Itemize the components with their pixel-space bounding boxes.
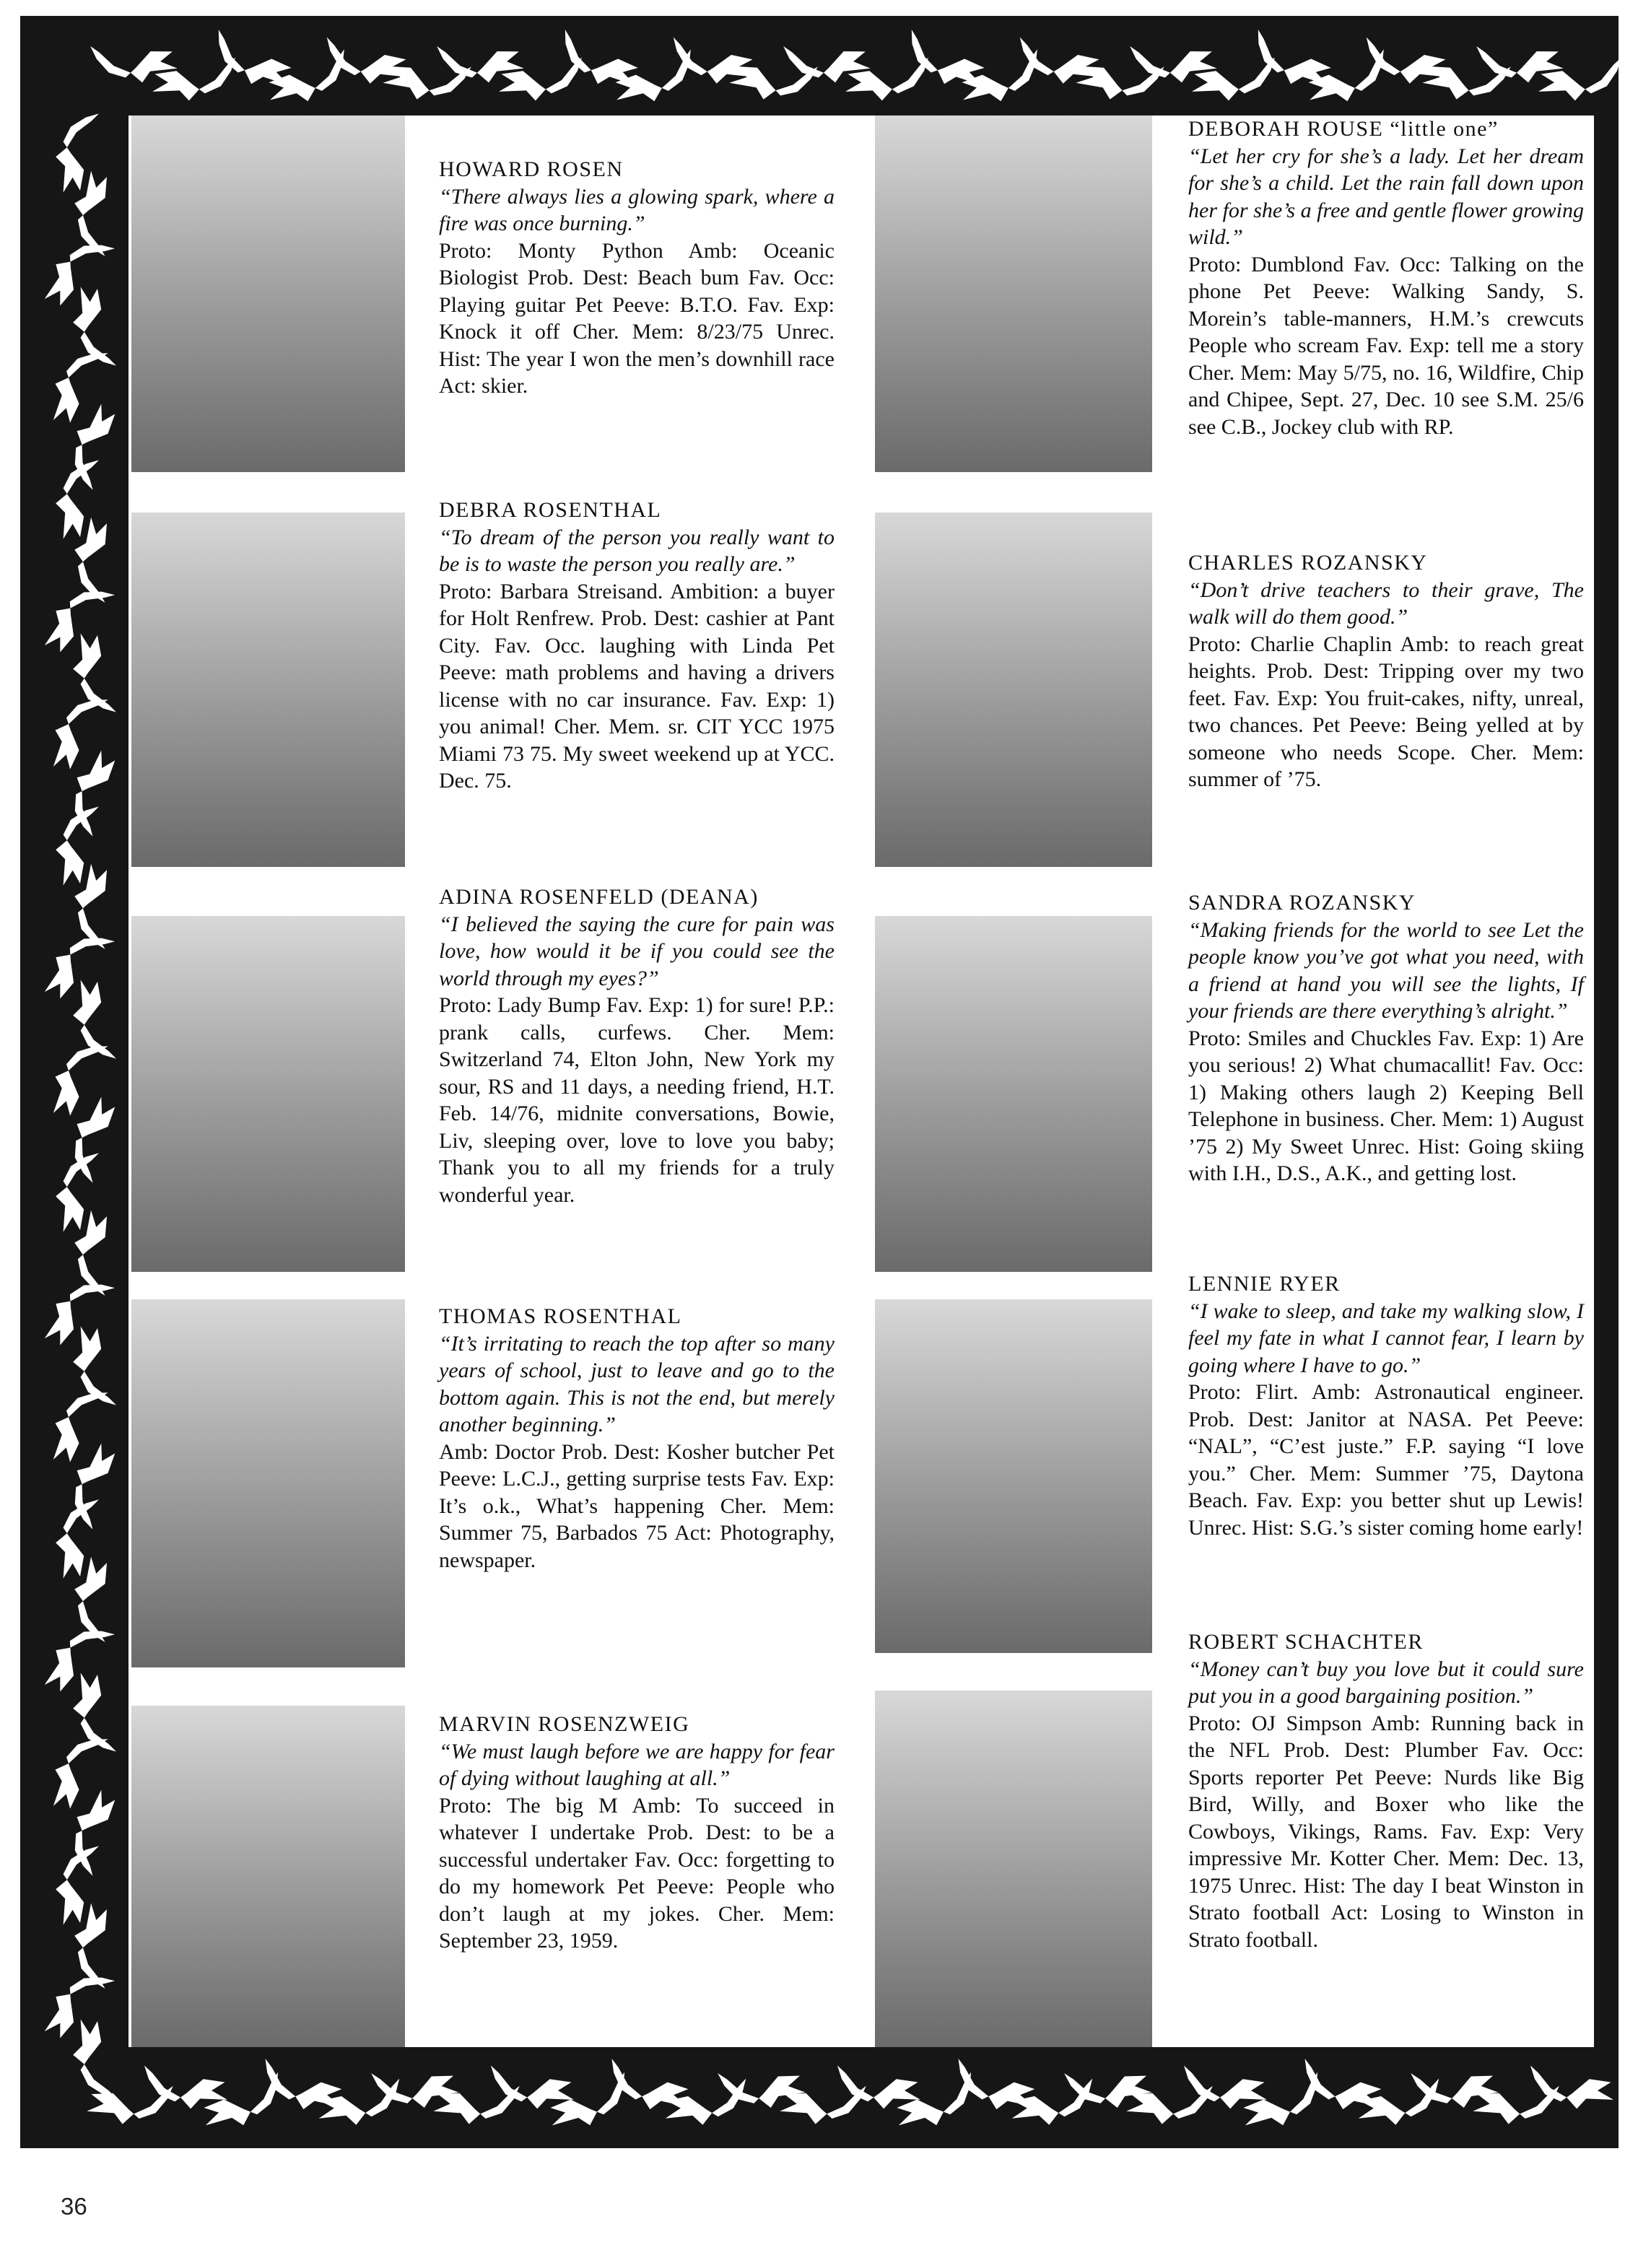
goose-silhouette bbox=[1538, 55, 1619, 103]
student-photo bbox=[875, 916, 1152, 1272]
student-name: CHARLES ROZANSKY bbox=[1188, 551, 1428, 575]
student-details: Proto: The big M Amb: To succeed in whatever I undertake Prob. Dest: to be a successful undertaker Fav. Occ: forgetting to do my homework Pet Peeve: People who don’t laugh at my jokes. Cher. Mem: September 23, 1959. bbox=[439, 1793, 835, 1953]
goose-silhouette bbox=[728, 47, 818, 110]
goose-silhouette bbox=[64, 169, 126, 256]
student-entry bbox=[1188, 1628, 1584, 1953]
goose-silhouette bbox=[38, 1959, 115, 2049]
student-photo bbox=[875, 115, 1152, 472]
goose-silhouette bbox=[73, 2019, 116, 2098]
student-photo bbox=[131, 513, 405, 867]
student-quote: “It’s irritating to reach the top after so many years of school, just to leave and go to the bottom again. This is not the end, but merely another beginning.” bbox=[439, 1331, 835, 1436]
page-number: 36 bbox=[61, 2193, 87, 2220]
goose-silhouette bbox=[672, 38, 755, 85]
goose-silhouette bbox=[56, 1093, 132, 1182]
student-quote: “I wake to sleep, and take my walking slow, I feel my fate in what I cannot fear, I learn by going where I have to go.” bbox=[1188, 1299, 1584, 1377]
student-details: Proto: Dumblond Fav. Occ: Talking on the phone Pet Peeve: Walking Sandy, S. Morein’s table-manners, H.M.’s crewcuts People who scream Fav. Exp: tell me a story Cher. Mem: May 5/75, no. 16, Wildfire, Chip and Chipee, Sept. 27, Dec. 10 see S.M. 25/6 see C.B., Jockey club with RP. bbox=[1188, 252, 1584, 439]
student-entry bbox=[439, 884, 835, 1208]
student-entry bbox=[439, 497, 835, 795]
goose-silhouette bbox=[152, 55, 235, 103]
goose-silhouette bbox=[38, 573, 115, 663]
student-details: Proto: Barbara Streisand. Ambition: a buyer for Holt Renfrew. Prob. Dest: cashier at Pant City. Fav. Occ. laughing with Linda Pet Peeve: math problems and having a drivers license with no car insurance. Fav. Exp: 1) you animal! Cher. Mem. sr. CIT YCC 1975 Miami 73 75. My sweet weekend up at YCC. Dec. 75. bbox=[439, 579, 835, 793]
goose-silhouette bbox=[64, 1901, 126, 1989]
goose-silhouette bbox=[38, 1266, 115, 1356]
student-details: Proto: Lady Bump Fav. Exp: 1) for sure! P.P.: prank calls, curfews. Cher. Mem: Switzerland 74, Elton John, New York my sour, RS and 11 days, a needing friend, H.T. Feb. 14/76, midnite conversations, Bowie, Liv, sleeping over, love to love you baby; Thank you to all my friends for a truly wonderful year. bbox=[439, 993, 835, 1207]
goose-silhouette bbox=[56, 1439, 132, 1529]
student-quote: “To dream of the person you really want to be is to waste the person you really are.” bbox=[439, 525, 835, 576]
goose-silhouette bbox=[845, 55, 928, 103]
goose-silhouette bbox=[1019, 38, 1102, 85]
student-entry bbox=[439, 156, 835, 400]
student-details: Proto: Flirt. Amb: Astronautical engineer. Prob. Dest: Janitor at NASA. Pet Peeve: “NAL”, “C’est juste.” F.P. saying “I love you.” Cher. Mem: Summer ’75, Daytona Beach. Fav. Exp: you better shut up Lewis! Unrec. Hist: S.G.’s sister coming home early! bbox=[1188, 1380, 1584, 1540]
student-entry bbox=[439, 1711, 835, 1955]
student-details: Proto: Smiles and Chuckles Fav. Exp: 1) Are you serious! 2) What chumacallit! Fav. Occ: 1) Making others laugh 2) Keeping Bell Telephone in business. Cher. Mem: 1) August ’75 2) My Sweet Unrec. Hist: Going skiing with I.H., D.S., A.K., and getting lost. bbox=[1188, 1026, 1584, 1185]
student-name: MARVIN ROSENZWEIG bbox=[439, 1712, 690, 1736]
student-photo bbox=[131, 1299, 405, 1667]
student-quote: “Money can’t buy you love but it could sure put you in a good bargaining position.” bbox=[1188, 1657, 1584, 1708]
goose-silhouette bbox=[499, 55, 582, 103]
goose-silhouette bbox=[1365, 38, 1448, 85]
student-photo bbox=[131, 115, 405, 472]
student-name: SANDRA ROZANSKY bbox=[1188, 891, 1416, 915]
goose-silhouette bbox=[56, 746, 132, 836]
goose-silhouette bbox=[64, 1208, 126, 1296]
student-name: THOMAS ROSENTHAL bbox=[439, 1304, 682, 1328]
student-quote: “There always lies a glowing spark, where a fire was once burning.” bbox=[439, 184, 835, 235]
student-name: DEBRA ROSENTHAL bbox=[439, 498, 662, 522]
yearbook-page-content bbox=[128, 115, 1594, 2047]
student-name: LENNIE RYER bbox=[1188, 1272, 1341, 1296]
student-photo bbox=[875, 513, 1152, 867]
student-quote: “We must laugh before we are happy for fear of dying without laughing at all.” bbox=[439, 1739, 835, 1790]
student-photo bbox=[875, 1299, 1152, 1653]
goose-silhouette bbox=[1192, 55, 1275, 103]
student-entry bbox=[439, 1303, 835, 1574]
student-name: DEBORAH ROUSE “little one” bbox=[1188, 117, 1499, 141]
student-details: Proto: Monty Python Amb: Oceanic Biologist Prob. Dest: Beach bum Fav. Occ: Playing guitar Pet Peeve: B.T.O. Fav. Exp: Knock it off Cher. Mem: 8/23/75 Unrec. Hist: The year I won the men’s downhill race Act: skier. bbox=[439, 238, 835, 398]
student-entry bbox=[1188, 1270, 1584, 1541]
student-quote: “Don’t drive teachers to their grave, The walk will do them good.” bbox=[1188, 577, 1584, 629]
student-entry bbox=[1188, 889, 1584, 1187]
goose-silhouette bbox=[1074, 47, 1164, 110]
goose-silhouette bbox=[64, 1555, 126, 1642]
student-quote: “Making friends for the world to see Let the people know you’ve got what you need, with a friend at hand you will see the lights, If your friends are there everything’s alright.” bbox=[1188, 917, 1584, 1023]
goose-silhouette bbox=[437, 32, 525, 90]
student-details: Amb: Doctor Prob. Dest: Kosher butcher Pet Peeve: L.C.J., getting surprise tests Fav. Exp: It’s o.k., What’s happening Cher. Mem: Summer 75, Barbados 75 Act: Photography, newspaper. bbox=[439, 1439, 835, 1572]
student-entry bbox=[1188, 549, 1584, 793]
goose-silhouette bbox=[1130, 32, 1218, 90]
student-quote: “Let her cry for she’s a lady. Let her dream for she’s a child. Let the rain fall down upon her for she’s a free and gentle flower growing wild.” bbox=[1188, 144, 1584, 249]
goose-silhouette bbox=[783, 32, 871, 90]
student-name: HOWARD ROSEN bbox=[439, 157, 624, 181]
goose-silhouette bbox=[38, 920, 115, 1009]
goose-silhouette bbox=[38, 1613, 115, 1702]
goose-silhouette bbox=[90, 32, 178, 90]
goose-silhouette bbox=[381, 47, 471, 110]
goose-silhouette bbox=[326, 38, 409, 85]
student-details: Proto: Charlie Chaplin Amb: to reach great heights. Prob. Dest: Tripping over my two feet. Fav. Exp: You fruit-cakes, nifty, unreal, two chances. Pet Peeve: Being yelled at by someone who needs Scope. Cher. Mem: summer of ’75. bbox=[1188, 632, 1584, 791]
student-name: ADINA ROSENFELD (DEANA) bbox=[439, 885, 759, 909]
student-photo bbox=[131, 916, 405, 1272]
student-details: Proto: OJ Simpson Amb: Running back in the NFL Prob. Dest: Plumber Fav. Occ: Sports reporter Pet Peeve: Nurds like Big Bird, Willy, and Boxer who like the Cowboys, Vikings, Rams. Fav. Exp: Very impressive Mr. Kotter Cher. Mem: Dec. 13, 1975 Unrec. Hist: The day I beat Winston in Strato football Act: Losing to Winston in Strato football. bbox=[1188, 1711, 1584, 1952]
goose-silhouette bbox=[1476, 32, 1564, 90]
goose-silhouette bbox=[64, 862, 126, 949]
student-quote: “I believed the saying the cure for pain was love, how would it be if you could see the world through my eyes?” bbox=[439, 912, 835, 990]
goose-silhouette bbox=[64, 515, 126, 603]
goose-silhouette bbox=[1421, 47, 1511, 110]
student-name: ROBERT SCHACHTER bbox=[1188, 1630, 1424, 1654]
goose-silhouette bbox=[38, 227, 115, 316]
student-entry bbox=[1188, 115, 1584, 440]
goose-silhouette bbox=[56, 1786, 132, 1875]
goose-silhouette bbox=[56, 400, 132, 489]
student-photo bbox=[131, 1706, 405, 2047]
student-photo bbox=[875, 1691, 1152, 2047]
